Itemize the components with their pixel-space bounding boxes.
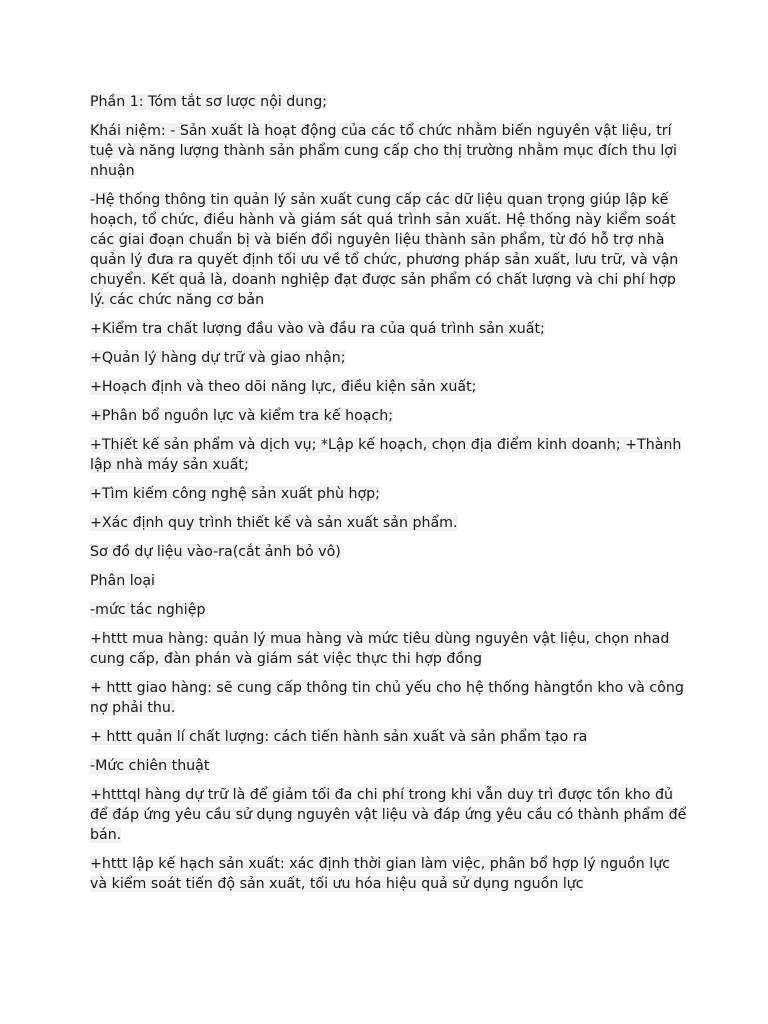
document-body (90, 92, 690, 903)
function-item: +Kiểm tra chất lượng đầu vào và đầu ra của quá trình sản xuất; (90, 321, 545, 337)
classification-item: +httt mua hàng: quản lý mua hàng và mức tiêu dùng nguyên vật liệu, chọn nhad cung cấp, đàn phán và giám sát việc thực thi hợp đồng (90, 631, 670, 667)
tactical-level-heading: -Mức chiên thuật (90, 758, 210, 774)
classification-item: + httt quản lí chất lượng: cách tiến hành sản xuất và sản phẩm tạo ra (90, 729, 588, 745)
function-item: +Tìm kiếm công nghệ sản xuất phù hợp; (90, 486, 380, 502)
diagram-note: Sơ đồ dự liệu vào-ra(cắt ảnh bỏ vô) (90, 544, 341, 560)
definition-paragraph: Khái niệm: - Sản xuất là hoạt động của các tổ chức nhằm biến nguyên vật liệu, trí tuệ và năng lượng thành sản phẩm cung cấp cho thị trường nhằm mục đích thu lợi nhuận (90, 123, 677, 179)
system-description-paragraph: -Hệ thống thông tin quản lý sản xuất cung cấp các dữ liệu quan trọng giúp lập kế hoạch, tổ chức, điều hành và giám sát quá trình sản xuất. Hệ thống này kiểm soát các giai đoạn chuẩn bị và biến đổi nguyên liệu thành sản phẩm, từ đó hỗ trợ nhà quản lý đưa ra quyết định tối ưu về tổ chức, phương pháp sản xuất, lưu trữ, và vận chuyển. Kết quả là, doanh nghiệp đạt được sản phẩm có chất lượng và chi phí hợp lý. các chức năng cơ bản (90, 192, 679, 308)
function-item: +Phân bổ nguồn lực và kiểm tra kế hoạch; (90, 408, 394, 424)
classification-item: +httt lập kế hạch sản xuất: xác định thời gian làm việc, phân bổ hợp lý nguồn lực và kiểm soát tiến độ sản xuất, tối ưu hóa hiệu quả sử dụng nguồn lực (90, 856, 671, 892)
function-item: +Thiết kế sản phẩm và dịch vụ; *Lập kế hoạch, chọn địa điểm kinh doanh; +Thành lập nhà máy sản xuất; (90, 437, 682, 473)
classification-item: + httt giao hàng: sẽ cung cấp thông tin chủ yếu cho hệ thống hàngtồn kho và công nợ phải thu. (90, 680, 684, 716)
classification-heading: Phân loại (90, 573, 156, 589)
function-item: +Quản lý hàng dự trữ và giao nhận; (90, 350, 346, 366)
classification-item: +htttql hàng dự trữ là để giảm tối đa chi phí trong khi vẫn duy trì được tồn kho đủ để đáp ứng yêu cầu sử dụng nguyên vật liệu và đáp ứng yêu cầu có thành phẩm để bán. (90, 787, 687, 843)
section-heading: Phần 1: Tóm tắt sơ lược nội dung; (90, 94, 328, 110)
function-item: +Hoạch định và theo dõi năng lực, điều kiện sản xuất; (90, 379, 477, 395)
function-item: +Xác định quy trình thiết kế và sản xuất sản phẩm. (90, 515, 458, 531)
operational-level-heading: -mức tác nghiệp (90, 602, 206, 618)
